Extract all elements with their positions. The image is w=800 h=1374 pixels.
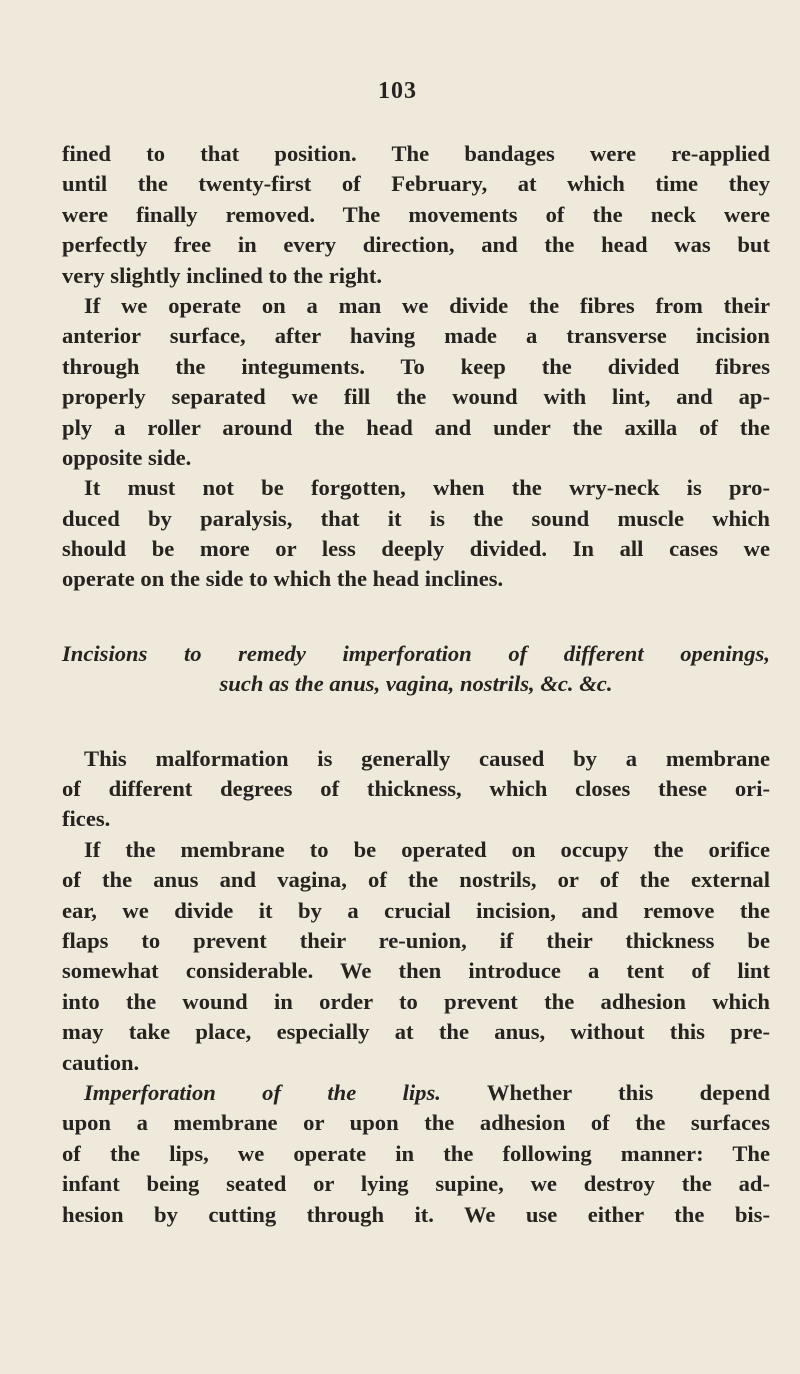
text-line: into the wound in order to prevent the adhesion which	[62, 988, 770, 1014]
text-line: This malformation is generally caused by a membrane	[84, 745, 770, 771]
text-line: flaps to prevent their re-union, if their thickness be	[62, 927, 770, 953]
text-line: fined to that position. The bandages were re-applied	[62, 141, 770, 166]
text-line: ply a roller around the head and under the axilla of the	[62, 414, 770, 440]
text-line: opposite side.	[62, 444, 192, 470]
text-line: fices.	[62, 806, 111, 832]
text-line: until the twenty-first of February, at which time they	[62, 171, 770, 197]
text-line: anterior surface, after having made a transverse incision	[62, 323, 770, 349]
section-heading	[62, 639, 770, 700]
text-line: hesion by cutting through it. We use either the bis-	[62, 1201, 770, 1227]
text-line	[62, 1078, 770, 1108]
paragraph-3	[62, 473, 770, 595]
text-line: very slightly inclined to the right.	[62, 262, 383, 288]
text-line: somewhat considerable. We then introduce a tent of lint	[62, 958, 770, 984]
inline-heading: Imperforation of the lips.	[84, 1079, 441, 1105]
text-line: If we operate on a man we divide the fibres from their	[84, 292, 770, 318]
text-line: caution.	[62, 1049, 140, 1075]
text-line: of different degrees of thickness, which closes these ori-	[62, 776, 770, 802]
text-line: operate on the side to which the head inclines.	[62, 566, 504, 592]
text-line: If the membrane to be operated on occupy the orifice	[84, 836, 770, 862]
text-line: duced by paralysis, that it is the sound muscle which	[62, 505, 770, 531]
body-text	[62, 139, 770, 1230]
paragraph-5	[62, 835, 770, 1078]
text-line: It must not be forgotten, when the wry-neck is pro-	[84, 475, 770, 501]
heading-line: Incisions to remedy imperforation of different openings,	[62, 640, 770, 666]
text-line: properly separated we fill the wound with lint, and ap-	[62, 384, 770, 410]
text-line: may take place, especially at the anus, without this pre-	[62, 1019, 770, 1045]
text-line: of the lips, we operate in the following manner: The	[62, 1140, 770, 1166]
text-line: of the anus and vagina, of the nostrils, or of the external	[62, 867, 770, 893]
text-line: should be more or less deeply divided. In all cases we	[62, 536, 770, 562]
paragraph-2	[62, 291, 770, 473]
text-run: Whether this depend	[440, 1079, 770, 1105]
text-line: ear, we divide it by a crucial incision, and remove the	[62, 897, 770, 923]
page-number: 103	[378, 78, 417, 104]
text-line: were finally removed. The movements of the neck were	[62, 201, 770, 227]
text-line: perfectly free in every direction, and the head was but	[62, 232, 770, 258]
paragraph-1	[62, 139, 770, 291]
paragraph-6	[62, 1078, 770, 1230]
text-line: through the integuments. To keep the divided fibres	[62, 353, 770, 379]
heading-line: such as the anus, vagina, nostrils, &c. &c.	[219, 671, 613, 697]
text-line: infant being seated or lying supine, we destroy the ad-	[62, 1171, 770, 1197]
paragraph-4	[62, 744, 770, 835]
text-line: upon a membrane or upon the adhesion of the surfaces	[62, 1110, 770, 1136]
